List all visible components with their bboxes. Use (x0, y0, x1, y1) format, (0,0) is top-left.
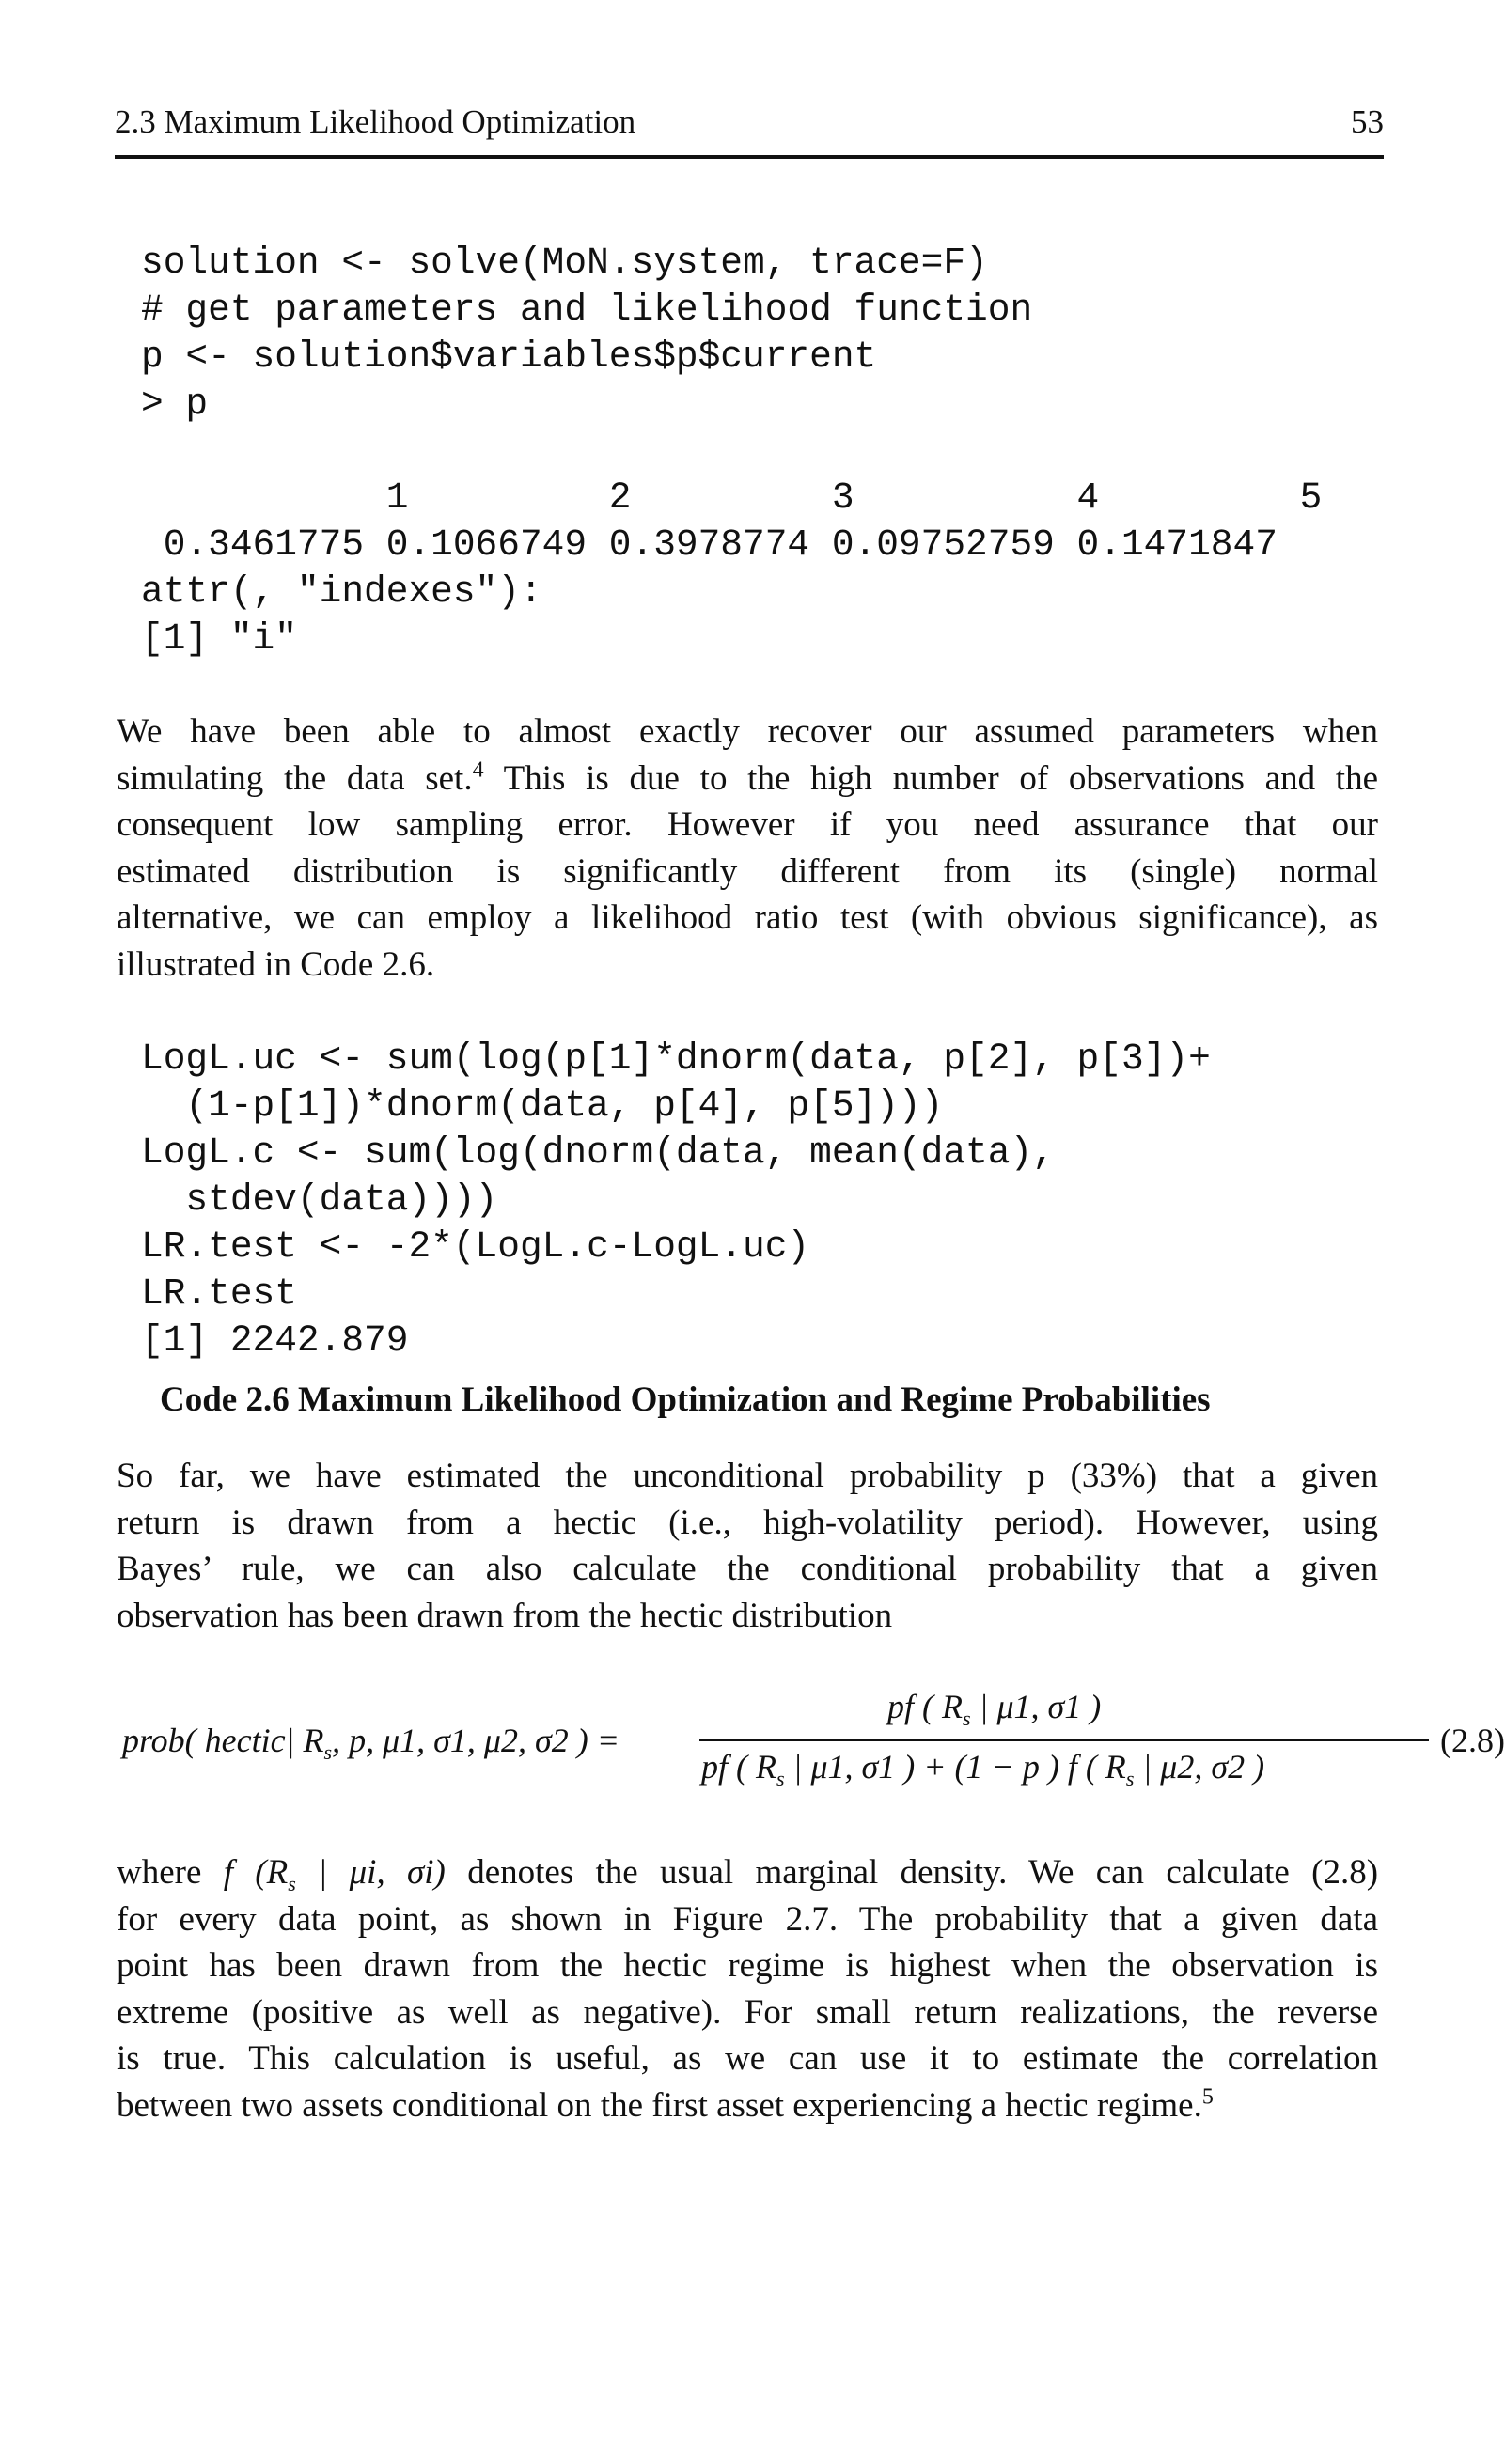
code-line: [1] 2242.879 (141, 1319, 409, 1362)
code-line: [1] "i" (141, 617, 297, 660)
inline-math: f ($R_s$ | μi, σi) (223, 1853, 446, 1895)
code-line (141, 428, 1322, 475)
code-line: (1-p[1])*dnorm(data, p[4], p[5]))) (141, 1084, 944, 1127)
code-line: stdev(data)))) (141, 1178, 498, 1221)
code-line: solution <- solve(MoN.system, trace=F) (141, 242, 988, 284)
text-line: estimated distribution is significantly different from its (single) normal (117, 851, 1378, 891)
text-line: illustrated in Code 2.6. (117, 944, 435, 984)
equation-numerator: pf ( $R_s$ | μ1, σ1 ) (887, 1688, 1102, 1730)
code-line: p <- solution$variables$p$current (141, 335, 877, 378)
code-line: 0.3461775 0.1066749 0.3978774 0.09752759 0.1471847 (141, 523, 1278, 566)
running-header (115, 99, 1384, 159)
code-line: # get parameters and likelihood function (141, 289, 1033, 331)
text-line: for every data point, as shown in Figure 2.7. The probability that a given data (117, 1899, 1378, 1939)
section-title: 2.3 Maximum Likelihood Optimization (115, 103, 636, 140)
paragraph-recovery (117, 709, 1378, 989)
equation-number: (2.8) (1440, 1722, 1505, 1759)
code-line: LogL.uc <- sum(log(p[1]*dnorm(data, p[2], p[3])+ (141, 1037, 1211, 1080)
text-line: Bayes’ rule, we can also calculate the conditional probability that a given (117, 1550, 1378, 1589)
code-line: LR.test <- -2*(LogL.c-LogL.uc) (141, 1225, 810, 1268)
equation-lhs: prob( hectic| $R_s$, p, μ1, σ1, μ2, σ2 ) = (122, 1722, 619, 1764)
text-line: return is drawn from a hectic (i.e., high-volatility period). However, using (117, 1503, 1378, 1542)
equation-denominator: pf ( $R_s$ | μ1, σ1 ) + (1 − p ) f ( $R_s$ | μ2, σ2 ) (701, 1748, 1265, 1790)
text-line: So far, we have estimated the unconditional probability p (33%) that a given (117, 1457, 1378, 1495)
fraction-bar (699, 1739, 1429, 1741)
code-line: LogL.c <- sum(log(dnorm(data, mean(data), (141, 1131, 1055, 1174)
footnote-ref[interactable]: 5 (1201, 2084, 1214, 2110)
code-line: 1 2 3 4 5 (141, 476, 1323, 519)
text-line: alternative, we can employ a likelihood ratio test (with obvious significance), as (117, 898, 1378, 938)
text-line: is true. This calculation is useful, as we can use it to estimate the correlation (117, 2039, 1378, 2079)
text-line: observation has been drawn from the hectic distribution (117, 1596, 893, 1635)
text-line: where f ($R_s$ | μi, σi) denotes the usual marginal density. We can calculate (2.8) (117, 1853, 1379, 1895)
paragraph-marginal-density (117, 1849, 1378, 2129)
paragraph-bayes (117, 1453, 1378, 1639)
footnote-ref[interactable]: 4 (472, 757, 484, 783)
text-line: We have been able to almost exactly recover our assumed parameters when (117, 712, 1378, 751)
text-line: extreme (positive as well as negative). For small return realizations, the reverse (117, 1992, 1378, 2032)
text-line: point has been drawn from the hectic regime is highest when the observation is (117, 1946, 1378, 1986)
code-line: > p (141, 382, 209, 425)
page-number: 53 (1351, 103, 1384, 140)
code-line: LR.test (141, 1272, 297, 1315)
text-line: simulating the data set.$^4$ This is due to the high number of observations and the (117, 757, 1379, 798)
code-block-solution (141, 240, 1322, 663)
code-caption: Code 2.6 Maximum Likelihood Optimization and Regime Probabilities (160, 1380, 1211, 1419)
code-line: attr(, "indexes"): (141, 570, 542, 613)
text-line: between two assets conditional on the first asset experiencing a hectic regime.$^5$ (117, 2084, 1214, 2125)
equation-2-8 (117, 1687, 1505, 1818)
code-block-likelihood-ratio (141, 1036, 1211, 1365)
text-line: consequent low sampling error. However if you need assurance that our (117, 805, 1378, 845)
